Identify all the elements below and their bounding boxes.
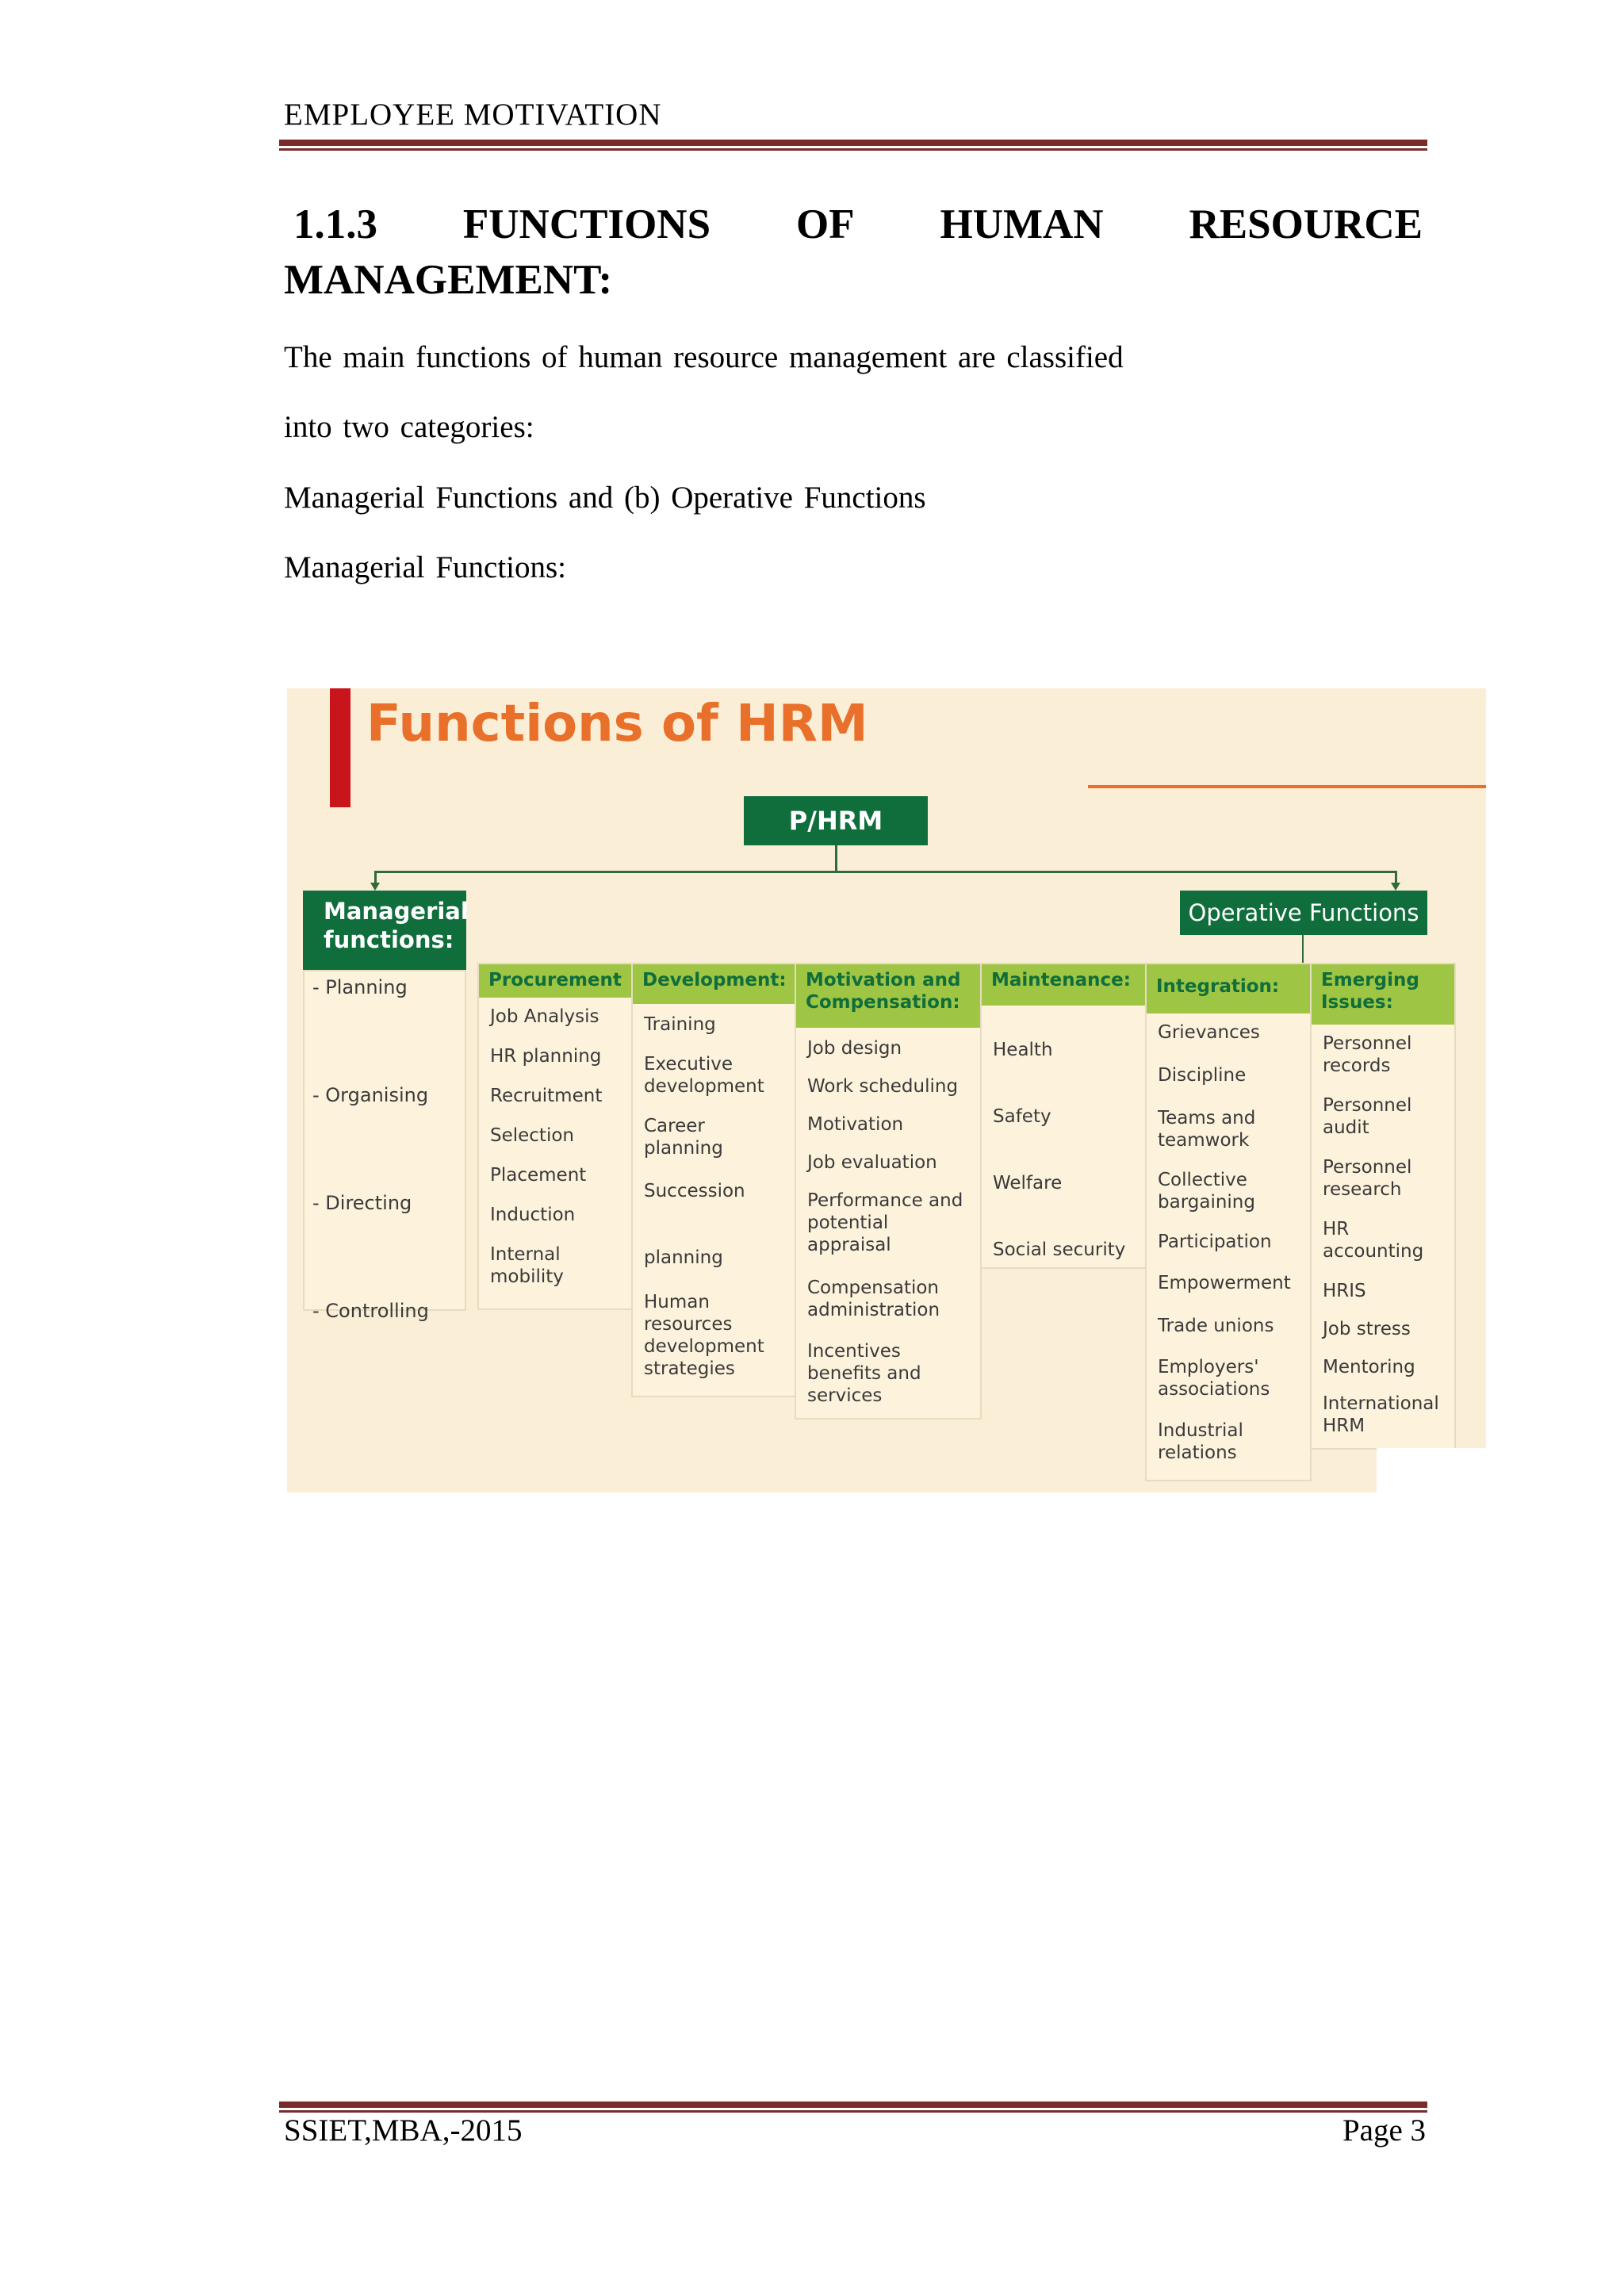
column-item: Work scheduling — [807, 1076, 959, 1097]
column-heading: Emerging Issues: — [1312, 964, 1454, 1025]
managerial-item: - Organising — [312, 1084, 429, 1106]
column-item: Personnel research — [1323, 1157, 1412, 1200]
column-item: Safety — [993, 1106, 1051, 1127]
column-item: Trade unions — [1158, 1316, 1274, 1336]
column-item: Motivation — [807, 1114, 904, 1135]
connector-line — [1395, 871, 1397, 883]
column-item: Performance and potential appraisal — [807, 1190, 963, 1255]
integration-column — [1145, 963, 1312, 1481]
column-item: Induction — [490, 1205, 576, 1225]
column-item: Collective bargaining — [1158, 1170, 1255, 1213]
column-item: HR accounting — [1323, 1219, 1424, 1262]
procurement-column — [477, 963, 633, 1310]
column-heading: Integration: — [1147, 964, 1310, 1013]
paragraph: into two categories: — [284, 410, 534, 444]
heading-word: RESOURCE — [1189, 201, 1423, 247]
column-item: HR planning — [490, 1046, 602, 1067]
column-item: Grievances — [1158, 1022, 1260, 1043]
column-item: Teams and teamwork — [1158, 1108, 1256, 1151]
connector-line — [374, 871, 377, 883]
connector-line — [1302, 935, 1304, 964]
managerial-list — [303, 970, 466, 1322]
header-rule — [279, 140, 1427, 151]
column-item: Human resources development strategies — [644, 1292, 764, 1379]
heading-word: FUNCTIONS — [462, 201, 711, 247]
page-header: EMPLOYEE MOTIVATION — [284, 98, 662, 132]
page-number: Page 3 — [1342, 2113, 1426, 2147]
column-item: Selection — [490, 1125, 574, 1146]
column-item: HRIS — [1323, 1281, 1366, 1301]
paragraph: Managerial Functions: — [284, 550, 567, 584]
operative-functions-box: Operative Functions — [1180, 891, 1427, 935]
title-accent-bar — [330, 688, 350, 807]
managerial-functions-box — [303, 891, 469, 970]
column-item: Training — [644, 1014, 716, 1035]
arrow-down-icon — [1391, 883, 1400, 891]
column-item: Recruitment — [490, 1086, 603, 1106]
title-underline — [1088, 785, 1486, 788]
hrm-functions-figure — [287, 688, 1486, 1492]
column-item: Incentives benefits and services — [807, 1341, 921, 1406]
column-item: Mentoring — [1323, 1357, 1415, 1377]
column-item: Employers' associations — [1158, 1357, 1270, 1400]
footer-left: SSIET,MBA,-2015 — [284, 2113, 523, 2147]
maintenance-column — [980, 963, 1147, 1269]
connector-line — [374, 871, 1397, 873]
arrow-down-icon — [370, 883, 380, 891]
managerial-item: - Controlling — [312, 1300, 429, 1322]
section-heading — [284, 197, 1423, 308]
column-item: Internal mobility — [490, 1244, 564, 1287]
heading-number: 1.1.3 — [293, 201, 377, 247]
column-item: Job design — [807, 1038, 902, 1059]
emerging-issues-column — [1310, 963, 1456, 1450]
column-item: Health — [993, 1040, 1053, 1060]
column-item: Career planning — [644, 1116, 723, 1159]
root-node: P/HRM — [744, 796, 928, 845]
managerial-title: functions: — [324, 926, 454, 953]
column-item: Discipline — [1158, 1065, 1247, 1086]
column-item: Personnel records — [1323, 1033, 1412, 1076]
managerial-title: Managerial — [324, 898, 469, 925]
figure-corner-cutout — [1377, 1448, 1486, 1492]
column-item: Industrial relations — [1158, 1420, 1243, 1463]
column-heading: Maintenance: — [982, 964, 1145, 1006]
column-heading: Procurement — [479, 964, 631, 998]
heading-line2: MANAGEMENT: — [284, 257, 613, 303]
column-item: International HRM — [1323, 1393, 1439, 1436]
connector-line — [835, 845, 837, 872]
footer-rule — [279, 2102, 1427, 2113]
column-item: Welfare — [993, 1173, 1063, 1193]
column-item: Compensation administration — [807, 1278, 940, 1320]
column-heading: Motivation and Compensation: — [796, 964, 980, 1028]
column-item: Job evaluation — [807, 1152, 937, 1173]
column-item: Job stress — [1323, 1319, 1411, 1339]
managerial-item: - Directing — [312, 1192, 412, 1214]
column-item: Personnel audit — [1323, 1095, 1412, 1138]
motivation-compensation-column — [795, 963, 982, 1420]
managerial-item: - Planning — [312, 976, 408, 998]
paragraph: The main functions of human resource management are classified — [284, 340, 1124, 374]
column-item: Job Analysis — [490, 1006, 599, 1027]
column-item: planning — [644, 1247, 723, 1268]
heading-word: HUMAN — [940, 201, 1104, 247]
column-heading: Development: — [633, 964, 795, 1004]
column-item: Executive development — [644, 1054, 764, 1097]
figure-title: Functions of HRM — [366, 695, 868, 753]
column-item: Empowerment — [1158, 1273, 1291, 1293]
column-item: Social security — [993, 1239, 1126, 1260]
column-item: Participation — [1158, 1232, 1272, 1252]
column-item: Placement — [490, 1165, 587, 1186]
paragraph: Managerial Functions and (b) Operative Functions — [284, 481, 926, 515]
heading-word: OF — [795, 201, 855, 247]
column-item: Succession — [644, 1181, 745, 1201]
development-column — [631, 963, 796, 1397]
